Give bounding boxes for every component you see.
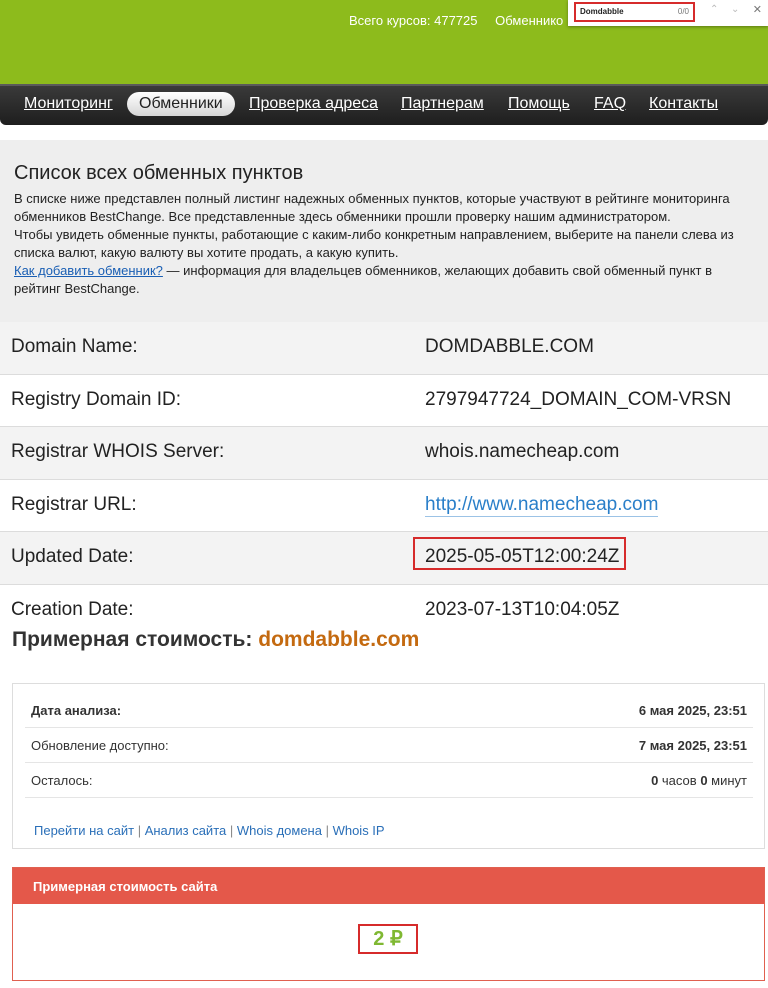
chevron-down-icon[interactable]: ⌄ (731, 4, 740, 15)
intro-text (14, 190, 754, 298)
whois-key: Registrar WHOIS Server: (11, 441, 225, 462)
whois-key: Registrar URL: (11, 493, 137, 515)
main-nav (0, 84, 768, 125)
analysis-row-date (25, 693, 753, 728)
whois-value: DOMDABBLE.COM (425, 336, 594, 357)
registrar-url-link[interactable]: http://www.namecheap.com (425, 493, 659, 515)
whois-value: whois.namecheap.com (425, 441, 620, 462)
analysis-panel (12, 683, 765, 849)
nav-address-check[interactable]: Проверка адреса (249, 95, 379, 112)
updated-date-highlight (413, 537, 626, 570)
analysis-date-label: Дата анализа: (31, 703, 122, 718)
analysis-row-remaining (25, 763, 753, 798)
whois-key: Domain Name: (11, 336, 138, 357)
nav-faq[interactable]: FAQ (594, 95, 627, 112)
whois-value: 2025-05-05T12:00:24Z (425, 546, 620, 567)
exchangers-link[interactable]: Обменнико (495, 13, 564, 28)
site-cost-title: Примерная стоимость сайта (13, 868, 764, 904)
cost-label: Примерная стоимость: (12, 628, 259, 651)
courses-count: Всего курсов: 477725 (349, 13, 478, 28)
nav-exchangers[interactable]: Обменники (127, 92, 235, 116)
nav-monitoring[interactable]: Мониторинг (24, 95, 113, 112)
whois-row-registrar-url (0, 480, 768, 533)
goto-site-link[interactable]: Перейти на сайт (34, 823, 135, 838)
whois-value: 2023-07-13T10:04:05Z (425, 598, 620, 620)
whois-key: Updated Date: (11, 546, 134, 567)
nav-help[interactable]: Помощь (508, 95, 570, 112)
cost-heading (12, 628, 419, 652)
intro-paragraph-1: В списке ниже представлен полный листинг надежных обменных пунктов, которые участвуют в рейтинге мониторинга обменников BestChange. Все представленные здесь обменники прошли проверку нашим администратором. (14, 191, 730, 224)
intro-section (0, 140, 768, 324)
intro-paragraph-3-text: — информация для владельцев обменников, желающих добавить свой обменный пункт в рейтинг BestChange. (14, 263, 713, 296)
ip-whois-link[interactable]: Whois IP (332, 823, 385, 838)
cost-domain: domdabble.com (258, 628, 420, 651)
find-query: Domdabble (580, 7, 624, 16)
analysis-remaining-value (651, 773, 747, 788)
find-bar (568, 0, 768, 26)
nav-partners[interactable]: Партнерам (401, 95, 484, 112)
remaining-minutes: 0 (700, 773, 708, 788)
page-title: Список всех обменных пунктов (14, 162, 304, 184)
intro-paragraph-2: Чтобы увидеть обменные пункты, работающие с каким-либо конкретным направлением, выберите на панели слева из списка валют, какую валюту вы хотите продать, а какую купить. (14, 227, 734, 260)
site-analysis-link[interactable]: Анализ сайта (144, 823, 227, 838)
chevron-up-icon[interactable]: ⌃ (710, 4, 719, 15)
whois-value: 2797947724_DOMAIN_COM-VRSN (425, 388, 732, 410)
find-input[interactable] (574, 2, 695, 22)
nav-contacts[interactable]: Контакты (649, 95, 719, 112)
add-exchanger-link[interactable]: Как добавить обменник? (14, 263, 163, 278)
analysis-update-label: Обновление доступно: (31, 738, 169, 753)
analysis-update-value: 7 мая 2025, 23:51 (638, 738, 747, 753)
remaining-hours: 0 (651, 773, 659, 788)
domain-whois-link[interactable]: Whois домена (236, 823, 322, 838)
whois-row-whois-server (0, 427, 768, 480)
analysis-row-update (25, 728, 753, 763)
analysis-date-value: 6 мая 2025, 23:51 (638, 703, 747, 718)
analysis-links: Перейти на сайт | Анализ сайта | Whois домена | Whois IP (34, 823, 385, 838)
site-cost-panel (12, 867, 765, 981)
close-icon[interactable]: ✕ (752, 4, 762, 16)
remaining-hours-unit: часов (658, 773, 701, 788)
whois-row-registry-id (0, 375, 768, 428)
site-cost-price: 2 ₽ (358, 924, 418, 954)
find-count: 0/0 (677, 7, 689, 16)
analysis-remaining-label: Осталось: (31, 773, 93, 788)
remaining-minutes-unit: минут (707, 773, 747, 788)
whois-table (0, 322, 768, 637)
whois-key: Registry Domain ID: (11, 388, 181, 410)
whois-row-domain-name (0, 322, 768, 375)
whois-key: Creation Date: (11, 598, 134, 620)
whois-row-updated-date (0, 532, 768, 585)
intro-paragraph-3 (14, 262, 754, 298)
top-stats (349, 13, 577, 28)
